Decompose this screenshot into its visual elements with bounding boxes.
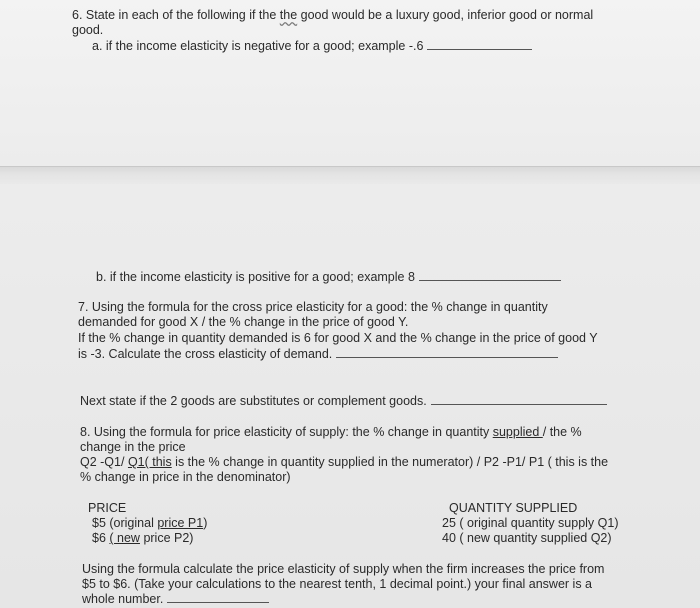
q7-line3: If the % change in quantity demanded is 6 for good X and the % change in the price of good Y [78,331,598,345]
q8-line1: 8. Using the formula for price elasticity of supply: the % change in quantity supplied / the % [80,425,582,439]
q7-next-answer-blank[interactable] [431,403,607,405]
q6-b-answer-blank[interactable] [419,279,561,281]
quantity-new: 40 ( new quantity supplied Q2) [442,531,612,545]
quantity-original: 25 ( original quantity supply Q1) [442,516,619,530]
q8-final-line3: whole number. [82,592,269,607]
q6-prompt-line2: good. [72,23,104,37]
q7-line4: is -3. Calculate the cross elasticity of demand. [78,347,558,362]
q7-answer-blank[interactable] [336,356,558,358]
q8-line4: % change in price in the denominator) [80,470,291,484]
q8-line2: change in the price [80,440,186,454]
q6-a-answer-blank[interactable] [427,48,532,50]
quantity-header: QUANTITY SUPPLIED [449,501,578,515]
q6-part-a: a. if the income elasticity is negative for a good; example -.6 [92,39,532,54]
price-header: PRICE [88,501,127,515]
q7-next: Next state if the 2 goods are substitutes or complement goods. [80,394,607,409]
q8-final-line1: Using the formula calculate the price elasticity of supply when the firm increases the price from [82,562,605,576]
q6-prompt-line1: 6. State in each of the following if the the good would be a luxury good, inferior good or normal [72,8,594,22]
q7-line2: demanded for good X / the % change in the price of good Y. [78,315,409,329]
q8-answer-blank[interactable] [167,601,269,603]
q6-part-b: b. if the income elasticity is positive for a good; example 8 [96,270,561,285]
worksheet-page-top [0,0,700,168]
q8-final-line2: $5 to $6. (Take your calculations to the nearest tenth, 1 decimal point.) your final answer is a [82,577,592,591]
q7-line1: 7. Using the formula for the cross price elasticity for a good: the % change in quantity [78,300,548,314]
price-original: $5 (original price P1) [92,516,208,530]
page-divider [0,166,700,185]
price-new: $6 ( new price P2) [92,531,194,545]
q8-line3: Q2 -Q1/ Q1( this is the % change in quantity supplied in the numerator) / P2 -P1/ P1 ( this is the [80,455,609,469]
